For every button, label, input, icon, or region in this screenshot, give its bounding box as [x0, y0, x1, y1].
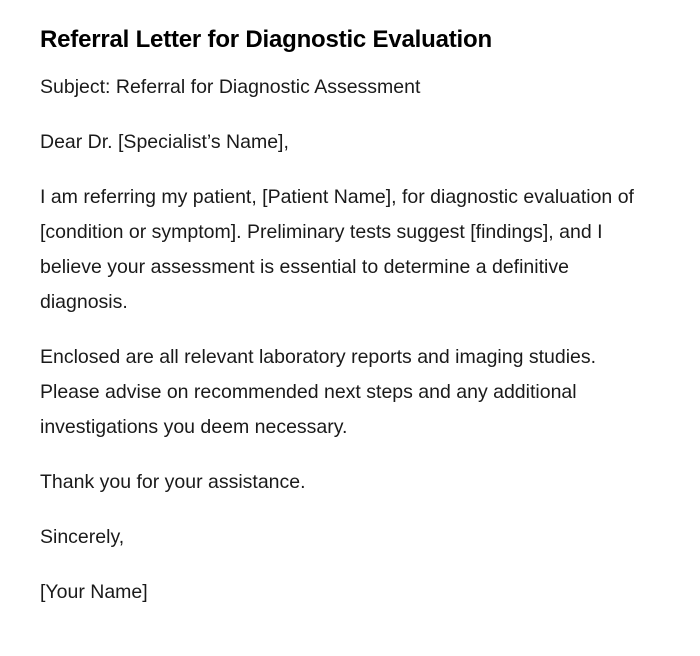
letter-document	[40, 24, 640, 630]
letter-title: Referral Letter for Diagnostic Evaluation	[40, 26, 492, 53]
letter-body-paragraph-1: I am referring my patient, [Patient Name], for diagnostic evaluation of [condition or symptom]. Preliminary tests suggest [findings], and I believe your assessment is essential to determine a definitive diagnosis.	[40, 186, 634, 313]
letter-thanks: Thank you for your assistance.	[40, 471, 306, 493]
letter-closing: Sincerely,	[40, 526, 125, 548]
letter-signature: [Your Name]	[40, 581, 148, 603]
letter-subject: Subject: Referral for Diagnostic Assessment	[40, 76, 421, 98]
letter-salutation: Dear Dr. [Specialist’s Name],	[40, 131, 289, 153]
letter-body-paragraph-2: Enclosed are all relevant laboratory reports and imaging studies. Please advise on recommended next steps and any additional investigations you deem necessary.	[40, 346, 597, 438]
